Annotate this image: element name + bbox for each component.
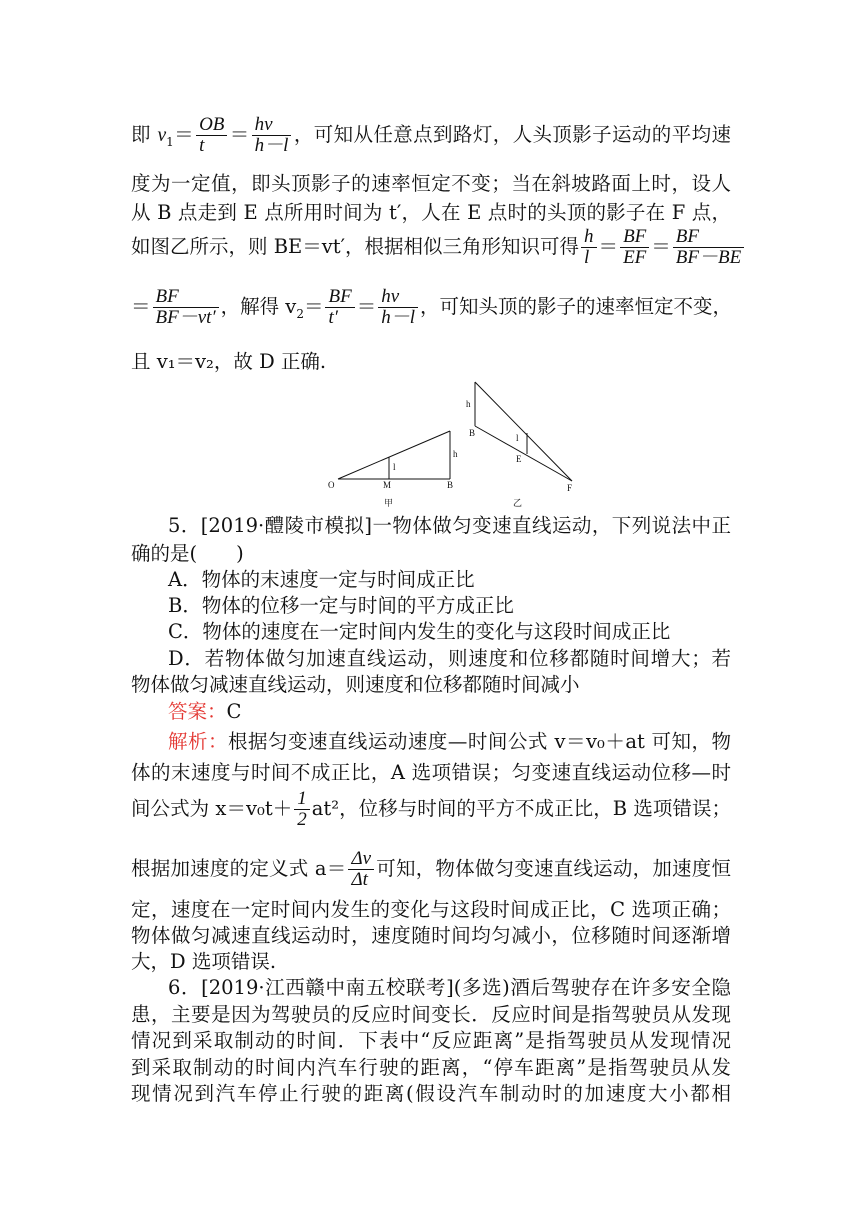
equals: ＝ bbox=[356, 295, 377, 318]
text: 如图乙所示，则 BE＝vt′，根据相似三角形知识可得 bbox=[131, 235, 580, 258]
text: 根据加速度的定义式 a＝ bbox=[131, 857, 347, 880]
label-E: E bbox=[516, 454, 522, 464]
answer-label: 答案： bbox=[168, 700, 227, 723]
q5-analysis-line-3 bbox=[131, 786, 731, 832]
q6-line-3: 情况到采取制动的时间．下表中“反应距离”是指驾驶员从发现情况 bbox=[131, 1029, 731, 1052]
q5-answer bbox=[168, 700, 731, 724]
label-B: B bbox=[469, 428, 476, 438]
q5-option-b: B．物体的位移一定与时间的平方成正比 bbox=[168, 594, 514, 617]
fraction-dv-dt bbox=[348, 849, 374, 890]
fraction-bf-ef bbox=[620, 227, 649, 268]
q5-analysis-line-5: 定，速度在一定时间内发生的变化与这段时间成正比，C 选项正确； bbox=[131, 898, 731, 921]
text: 间公式为 x＝v₀t＋ bbox=[131, 797, 293, 820]
denominator: l bbox=[581, 247, 597, 268]
label-h: h bbox=[466, 399, 471, 409]
denominator: Δt bbox=[348, 869, 374, 890]
numerator: 1 bbox=[297, 788, 307, 809]
figure-yi bbox=[466, 382, 572, 508]
numerator: BF bbox=[623, 226, 647, 247]
label-l: l bbox=[393, 462, 396, 472]
label-h: h bbox=[453, 449, 458, 459]
label-O: O bbox=[328, 480, 335, 490]
numerator: h bbox=[584, 226, 594, 247]
solution-line-6: 且 v₁＝v₂，故 D 正确. bbox=[131, 350, 327, 373]
label-F: F bbox=[567, 483, 573, 493]
fraction-hv bbox=[252, 115, 292, 156]
denominator: t bbox=[196, 135, 227, 156]
numerator: BF bbox=[155, 286, 179, 307]
fraction-bf-bfbe bbox=[673, 227, 744, 268]
fraction-one-half bbox=[294, 789, 310, 830]
text: 根据匀变速直线运动速度—时间公式 v＝v₀＋at 可知，物 bbox=[227, 730, 731, 753]
q5-stem-line-1: 5．[2019·醴陵市模拟]一物体做匀变速直线运动，下列说法中正 bbox=[168, 514, 731, 537]
label-B: B bbox=[447, 480, 454, 490]
label-jia: 甲 bbox=[384, 498, 394, 508]
equals: ＝ bbox=[131, 295, 151, 318]
numerator: OB bbox=[199, 114, 225, 135]
equals: ＝ bbox=[173, 123, 195, 146]
denominator: 2 bbox=[294, 809, 310, 830]
analysis-label: 解析： bbox=[168, 730, 228, 753]
figure-jia bbox=[328, 431, 458, 508]
q6-line-1: 6．[2019·江西赣中南五校联考](多选)酒后驾驶存在许多安全隐 bbox=[168, 976, 731, 999]
text: 可知，物体做匀变速直线运动，加速度恒 bbox=[376, 857, 731, 880]
similar-triangles-diagram bbox=[320, 378, 590, 514]
label-M: M bbox=[383, 480, 392, 490]
solution-line-3: 从 B 点走到 E 点所用时间为 t′，人在 E 点时的头顶的影子在 F 点， bbox=[131, 201, 731, 224]
q5-analysis-line-1 bbox=[168, 730, 731, 754]
text: 即 bbox=[131, 123, 151, 146]
subscript: 2 bbox=[296, 306, 304, 321]
q5-option-d-line-1: D．若物体做匀加速直线运动，则速度和位移都随时间增大；若 bbox=[168, 647, 731, 670]
fraction-hv-2 bbox=[378, 287, 418, 328]
geometry-figure bbox=[320, 378, 590, 514]
numerator: BF bbox=[675, 226, 700, 247]
denominator: h－l bbox=[378, 307, 418, 328]
denominator: h－l bbox=[252, 135, 292, 156]
denominator: BF－vt′ bbox=[153, 307, 219, 328]
q5-analysis-line-6: 物体做匀减速直线运动时，速度随时间均匀减小，位移随时间逐渐增 bbox=[131, 924, 731, 947]
denominator: BF－BE bbox=[673, 247, 744, 268]
answer-value: C bbox=[226, 700, 242, 723]
denominator: EF bbox=[620, 247, 649, 268]
q5-option-d-line-2: 物体做匀减速直线运动，则速度和位移都随时间减小 bbox=[131, 673, 580, 696]
fraction-ob-t bbox=[196, 115, 227, 156]
equals: ＝ bbox=[229, 123, 250, 146]
fraction-bf-t bbox=[325, 287, 354, 328]
text: at²，位移与时间的平方不成正比，B 选项错误； bbox=[311, 797, 731, 820]
denominator: t′ bbox=[325, 307, 354, 328]
fraction-h-l bbox=[581, 227, 597, 268]
subscript: 1 bbox=[166, 134, 174, 149]
solution-line-1 bbox=[131, 112, 731, 165]
numerator: hv bbox=[381, 286, 400, 307]
solution-line-4 bbox=[131, 224, 742, 270]
q6-line-5: 现情况到汽车停止行驶的距离(假设汽车制动时的加速度大小都相 bbox=[131, 1082, 731, 1105]
q5-analysis-line-2: 体的末速度与时间不成正比，A 选项错误；匀变速直线运动位移—时 bbox=[131, 761, 731, 784]
text: ，可知头顶的影子的速率恒定不变， bbox=[420, 295, 733, 318]
solution-line-2: 度为一定值，即头顶影子的速率恒定不变；当在斜坡路面上时，设人 bbox=[131, 172, 731, 195]
numerator: Δv bbox=[351, 848, 372, 869]
text: ，解得 v bbox=[220, 295, 297, 318]
q5-stem-line-2: 确的是( ) bbox=[131, 542, 244, 565]
solution-line-5 bbox=[131, 284, 731, 337]
q5-analysis-line-4 bbox=[131, 846, 731, 892]
numerator: hv bbox=[254, 114, 273, 135]
equals: ＝ bbox=[651, 235, 671, 258]
equals: ＝ bbox=[598, 235, 619, 258]
label-l: l bbox=[516, 433, 519, 443]
text: ，可知从任意点到路灯，人头顶影子运动的平均速 bbox=[293, 123, 731, 146]
q5-analysis-line-7: 大，D 选项错误. bbox=[131, 950, 277, 973]
q5-option-a: A．物体的末速度一定与时间成正比 bbox=[168, 568, 475, 591]
q6-line-2: 患，主要是因为驾驶员的反应时间变长．反应时间是指驾驶员从发现 bbox=[131, 1003, 731, 1026]
equals: ＝ bbox=[303, 295, 324, 318]
var-v: v bbox=[157, 125, 167, 146]
label-yi: 乙 bbox=[513, 498, 523, 508]
fraction-bf-bfvt bbox=[153, 287, 219, 328]
q6-line-4: 到采取制动的时间内汽车行驶的距离，“停车距离”是指驾驶员从发 bbox=[131, 1056, 731, 1079]
q5-option-c: C．物体的速度在一定时间内发生的变化与这段时间成正比 bbox=[168, 620, 671, 643]
numerator: BF bbox=[328, 286, 352, 307]
